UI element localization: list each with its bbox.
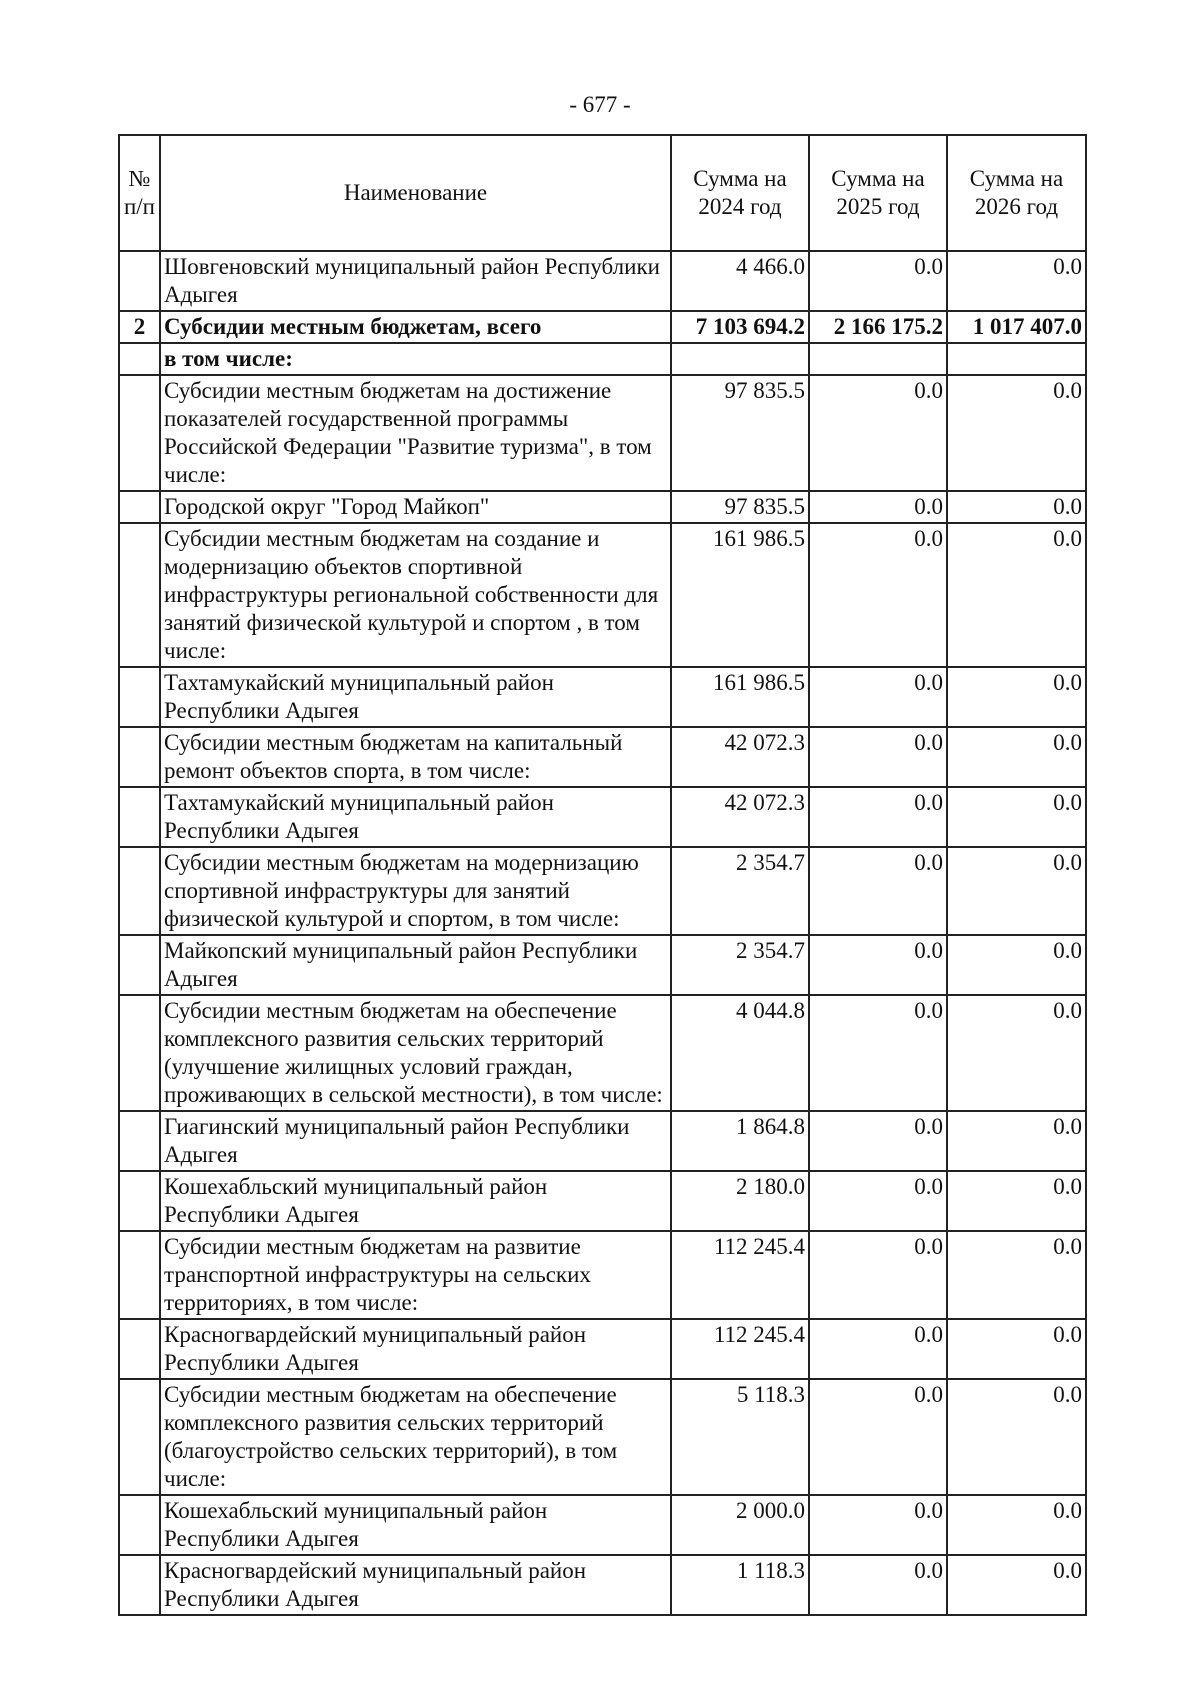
row-amount-2026: 0.0 <box>947 1555 1086 1615</box>
table-row <box>119 251 1086 311</box>
row-amount-2026: 0.0 <box>947 1319 1086 1379</box>
table-row <box>119 311 1086 343</box>
table-row <box>119 1171 1086 1231</box>
table-row <box>119 1379 1086 1495</box>
row-amount-2025: 0.0 <box>809 375 947 491</box>
row-name: Кошехабльский муниципальный район Республики Адыгея <box>160 1171 671 1231</box>
row-amount-2024: 2 180.0 <box>671 1171 809 1231</box>
row-amount-2024: 2 354.7 <box>671 935 809 995</box>
row-amount-2025: 0.0 <box>809 491 947 523</box>
row-name: Субсидии местным бюджетам на капитальный ремонт объектов спорта, в том числе: <box>160 727 671 787</box>
row-amount-2025 <box>809 343 947 375</box>
table-row <box>119 667 1086 727</box>
row-amount-2025: 0.0 <box>809 1555 947 1615</box>
row-name: Тахтамукайский муниципальный район Республики Адыгея <box>160 787 671 847</box>
row-number <box>119 1171 160 1231</box>
table-row <box>119 1555 1086 1615</box>
table-row <box>119 847 1086 935</box>
row-number <box>119 251 160 311</box>
row-amount-2025: 0.0 <box>809 727 947 787</box>
row-number <box>119 1231 160 1319</box>
row-amount-2025: 0.0 <box>809 1495 947 1555</box>
row-name: Кошехабльский муниципальный район Республики Адыгея <box>160 1495 671 1555</box>
row-amount-2024: 5 118.3 <box>671 1379 809 1495</box>
row-amount-2025: 0.0 <box>809 847 947 935</box>
row-name: Субсидии местным бюджетам на создание и модернизацию объектов спортивной инфраструктуры региональной собственности для занятий физической культурой и спортом , в том числе: <box>160 523 671 667</box>
row-amount-2024: 1 864.8 <box>671 1111 809 1171</box>
row-number <box>119 995 160 1111</box>
row-amount-2024: 2 000.0 <box>671 1495 809 1555</box>
table-row <box>119 343 1086 375</box>
row-name: Субсидии местным бюджетам на обеспечение комплексного развития сельских территорий (благоустройство сельских территорий), в том числе: <box>160 1379 671 1495</box>
row-name: Гиагинский муниципальный район Республики Адыгея <box>160 1111 671 1171</box>
header-row <box>119 135 1086 251</box>
row-amount-2025: 2 166 175.2 <box>809 311 947 343</box>
table-row <box>119 375 1086 491</box>
row-name: Красногвардейский муниципальный район Республики Адыгея <box>160 1555 671 1615</box>
page-number: - 677 - <box>569 92 631 117</box>
row-amount-2026 <box>947 343 1086 375</box>
row-number <box>119 1555 160 1615</box>
row-amount-2025: 0.0 <box>809 787 947 847</box>
header-number: № п/п <box>119 135 160 251</box>
table-body <box>119 251 1086 1615</box>
row-amount-2026: 0.0 <box>947 935 1086 995</box>
budget-table <box>118 134 1087 1616</box>
row-amount-2025: 0.0 <box>809 1111 947 1171</box>
row-amount-2025: 0.0 <box>809 1231 947 1319</box>
row-amount-2024: 97 835.5 <box>671 491 809 523</box>
row-amount-2025: 0.0 <box>809 667 947 727</box>
header-2026: Сумма на 2026 год <box>947 135 1086 251</box>
row-amount-2026: 0.0 <box>947 1231 1086 1319</box>
row-number <box>119 787 160 847</box>
row-amount-2026: 0.0 <box>947 1171 1086 1231</box>
row-amount-2024: 161 986.5 <box>671 667 809 727</box>
row-amount-2025: 0.0 <box>809 995 947 1111</box>
row-amount-2024: 4 466.0 <box>671 251 809 311</box>
row-name: Красногвардейский муниципальный район Республики Адыгея <box>160 1319 671 1379</box>
table-header <box>119 135 1086 251</box>
row-amount-2024: 1 118.3 <box>671 1555 809 1615</box>
row-amount-2025: 0.0 <box>809 523 947 667</box>
row-amount-2025: 0.0 <box>809 1379 947 1495</box>
row-number <box>119 935 160 995</box>
row-number <box>119 1495 160 1555</box>
row-amount-2024: 161 986.5 <box>671 523 809 667</box>
row-amount-2026: 0.0 <box>947 727 1086 787</box>
row-name: Городской округ "Город Майкоп" <box>160 491 671 523</box>
table-row <box>119 523 1086 667</box>
table-row <box>119 995 1086 1111</box>
row-amount-2024: 42 072.3 <box>671 727 809 787</box>
row-amount-2024: 112 245.4 <box>671 1231 809 1319</box>
row-number <box>119 727 160 787</box>
header-name: Наименование <box>160 135 671 251</box>
row-amount-2026: 0.0 <box>947 251 1086 311</box>
row-amount-2024: 97 835.5 <box>671 375 809 491</box>
row-amount-2024: 2 354.7 <box>671 847 809 935</box>
row-number: 2 <box>119 311 160 343</box>
row-name: Тахтамукайский муниципальный район Республики Адыгея <box>160 667 671 727</box>
row-amount-2024: 42 072.3 <box>671 787 809 847</box>
row-number <box>119 375 160 491</box>
table-row <box>119 1319 1086 1379</box>
table-row <box>119 935 1086 995</box>
row-amount-2025: 0.0 <box>809 1319 947 1379</box>
row-number <box>119 491 160 523</box>
row-amount-2026: 0.0 <box>947 667 1086 727</box>
row-name: Субсидии местным бюджетам на модернизацию спортивной инфраструктуры для занятий физической культурой и спортом, в том числе: <box>160 847 671 935</box>
row-amount-2026: 0.0 <box>947 375 1086 491</box>
row-amount-2026: 0.0 <box>947 491 1086 523</box>
row-name: Шовгеновский муниципальный район Республики Адыгея <box>160 251 671 311</box>
row-number <box>119 1111 160 1171</box>
row-amount-2026: 0.0 <box>947 995 1086 1111</box>
row-name: Субсидии местным бюджетам, всего <box>160 311 671 343</box>
row-amount-2025: 0.0 <box>809 1171 947 1231</box>
row-amount-2024: 112 245.4 <box>671 1319 809 1379</box>
row-amount-2026: 1 017 407.0 <box>947 311 1086 343</box>
row-name: Субсидии местным бюджетам на обеспечение комплексного развития сельских территорий (улучшение жилищных условий граждан, проживающих в сельской местности), в том числе: <box>160 995 671 1111</box>
table-row <box>119 1231 1086 1319</box>
row-name: Субсидии местным бюджетам на развитие транспортной инфраструктуры на сельских территориях, в том числе: <box>160 1231 671 1319</box>
row-amount-2026: 0.0 <box>947 1495 1086 1555</box>
row-number <box>119 667 160 727</box>
row-name: Субсидии местным бюджетам на достижение показателей государственной программы Российской Федерации "Развитие туризма", в том числе: <box>160 375 671 491</box>
row-amount-2025: 0.0 <box>809 251 947 311</box>
row-amount-2026: 0.0 <box>947 1379 1086 1495</box>
table-row <box>119 491 1086 523</box>
row-number <box>119 1379 160 1495</box>
row-number <box>119 847 160 935</box>
row-amount-2026: 0.0 <box>947 1111 1086 1171</box>
table-row <box>119 1111 1086 1171</box>
row-name: в том числе: <box>160 343 671 375</box>
row-amount-2026: 0.0 <box>947 523 1086 667</box>
row-amount-2026: 0.0 <box>947 787 1086 847</box>
row-amount-2025: 0.0 <box>809 935 947 995</box>
row-number <box>119 523 160 667</box>
row-name: Майкопский муниципальный район Республики Адыгея <box>160 935 671 995</box>
table-row <box>119 727 1086 787</box>
row-amount-2024 <box>671 343 809 375</box>
row-number <box>119 1319 160 1379</box>
row-amount-2024: 4 044.8 <box>671 995 809 1111</box>
header-2024: Сумма на 2024 год <box>671 135 809 251</box>
row-amount-2024: 7 103 694.2 <box>671 311 809 343</box>
row-amount-2026: 0.0 <box>947 847 1086 935</box>
row-number <box>119 343 160 375</box>
table-row <box>119 787 1086 847</box>
table-row <box>119 1495 1086 1555</box>
header-2025: Сумма на 2025 год <box>809 135 947 251</box>
